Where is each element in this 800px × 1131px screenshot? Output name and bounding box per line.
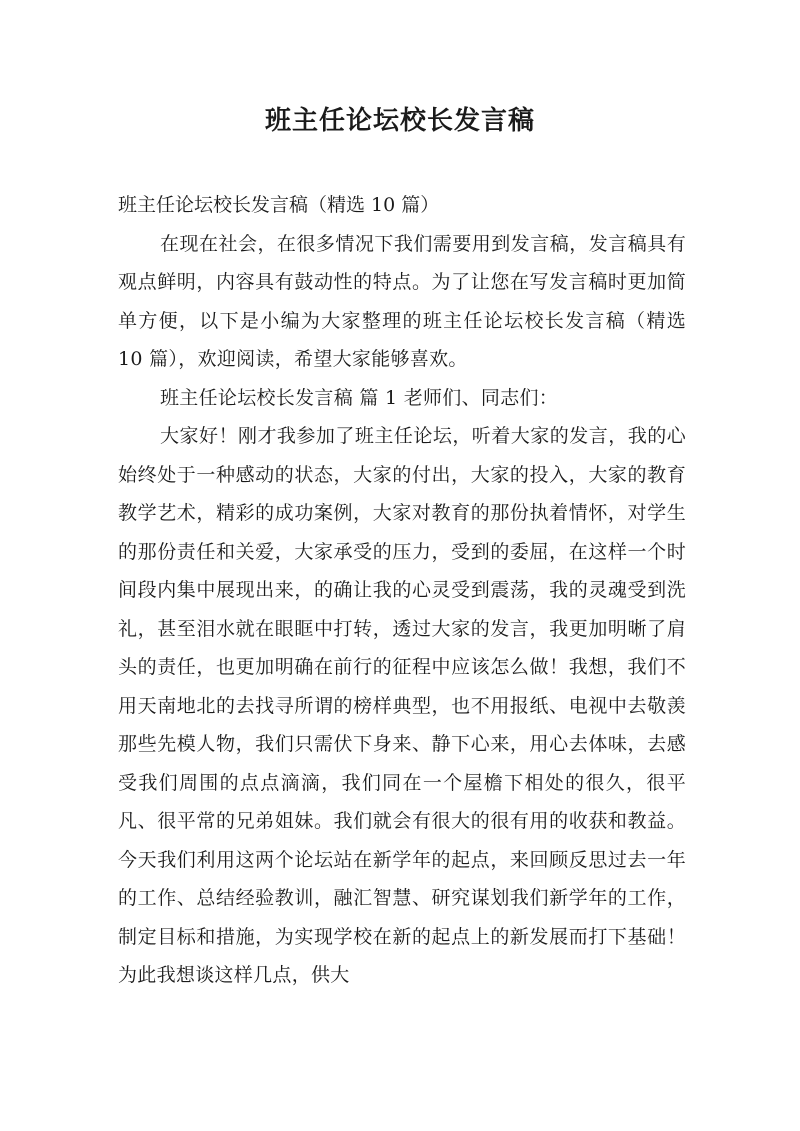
- section-heading-paragraph: 班主任论坛校长发言稿 篇 1 老师们、同志们：: [160, 386, 559, 409]
- speech-paragraph: 大家好！刚才我参加了班主任论坛，听着大家的发言，我的心始终处于一种感动的状态，大家的付出，大家的投入，大家的教育教学艺术，精彩的成功案例，大家对教育的那份执着情怀，对学生的那份责任和关爱，大家承受的压力，受到的委屈，在这样一个时间段内集中展现出来，的确让我的心灵受到震荡，我的灵魂受到洗礼，甚至泪水就在眼眶中打转，透过大家的发言，我更加明晰了肩头的责任，也更加明确在前行的征程中应该怎么做！我想，我们不用天南地北的去找寻所谓的榜样典型，也不用报纸、电视中去敬羡那些先模人物，我们只需伏下身来、静下心来，用心去体味，去感受我们周围的点点滴滴，我们同在一个屋檐下相处的很久，很平凡、很平常的兄弟姐妹。我们就会有很大的很有用的收获和教益。今天我们利用这两个论坛站在新学年的起点，来回顾反思过去一年的工作、总结经验教训，融汇智慧、研究谋划我们新学年的工作，制定目标和措施，为实现学校在新的起点上的新发展而打下基础！为此我想谈这样几点，供大: [118, 425, 686, 986]
- document-title: 班主任论坛校长发言稿: [264, 106, 535, 136]
- intro-paragraph: 在现在社会，在很多情况下我们需要用到发言稿，发言稿具有观点鲜明，内容具有鼓动性的特点。为了让您在写发言稿时更加简单方便，以下是小编为大家整理的班主任论坛校长发言稿（精选 10 篇），欢迎阅读，希望大家能够喜欢。: [118, 232, 686, 370]
- document-subtitle: 班主任论坛校长发言稿（精选 10 篇）: [118, 194, 440, 216]
- document-body: [118, 186, 686, 995]
